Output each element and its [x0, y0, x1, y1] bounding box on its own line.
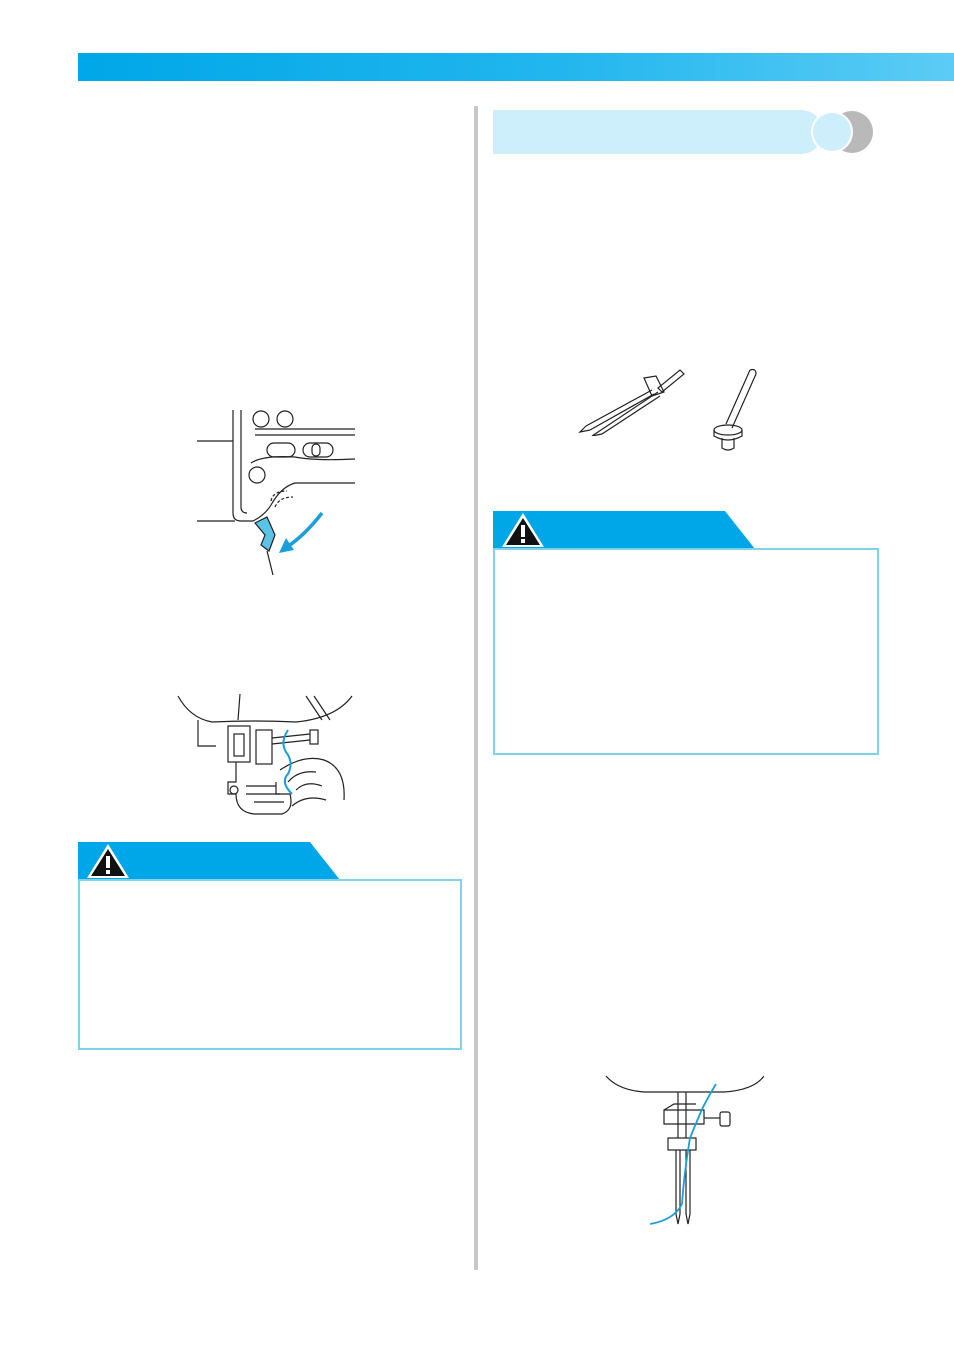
warning-tab	[78, 842, 342, 880]
warning-tab-right	[493, 511, 757, 549]
presser-foot-thread-illustration	[176, 690, 356, 820]
column-divider	[474, 106, 478, 1270]
arrow-icon	[279, 513, 322, 553]
section-header-bar	[493, 110, 823, 154]
top-accent-bar	[78, 53, 954, 81]
spool-pin-illustration	[706, 366, 766, 456]
section-header-end-circle	[810, 110, 874, 154]
warning-box	[78, 879, 462, 1050]
warning-box-right	[493, 548, 879, 755]
twin-needle-illustration	[578, 366, 686, 436]
twin-needle-threading-illustration	[604, 1074, 764, 1234]
thread-cutter-illustration	[195, 405, 365, 580]
